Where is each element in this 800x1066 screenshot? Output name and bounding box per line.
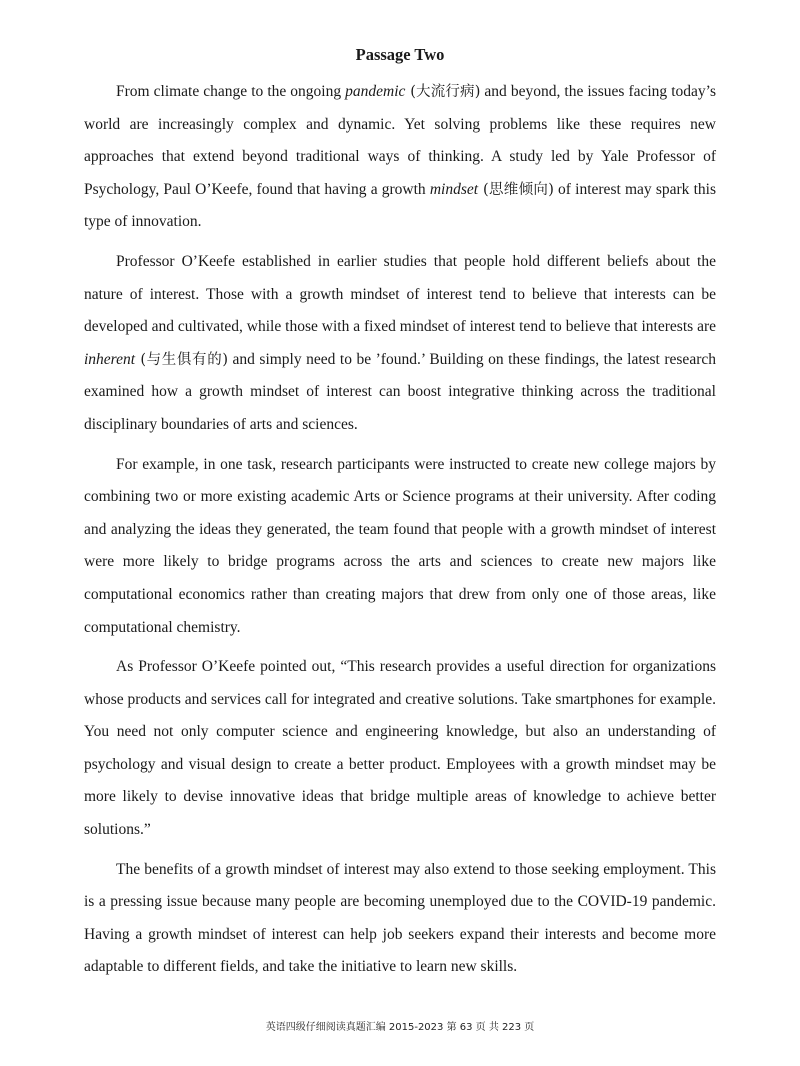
text-run: From climate change to the ongoing <box>116 83 346 100</box>
paragraph <box>84 246 716 442</box>
text-run: and simply need to be ’found.’ Building on these findings, the latest research examined how a growth mindset of interest can boost integrative thinking across the traditional disciplinary boundaries of arts and sciences. <box>84 350 716 433</box>
passage-body <box>84 76 716 991</box>
text-run: of interest may spark this type of innovation. <box>84 180 716 231</box>
passage-title: Passage Two <box>355 45 445 64</box>
chinese-gloss: (大流行病) <box>405 84 481 100</box>
paragraph <box>84 449 716 645</box>
paragraph <box>84 854 716 984</box>
paragraph <box>84 76 716 239</box>
text-run: As Professor O’Keefe pointed out, “This research provides a useful direction for organizations whose products and services call for integrated and creative solutions. Take smartphones for example. You need not only computer science and engineering knowledge, but also an understanding of psychology and visual design to create a better product. Employees with a growth mindset may be more likely to devise innovative ideas that bridge multiple areas of knowledge to achieve better solutions.” <box>84 658 716 839</box>
paragraph <box>84 651 716 847</box>
text-run: The benefits of a growth mindset of interest may also extend to those seeking employment. This is a pressing issue because many people are becoming unemployed due to the COVID-19 pandemic. Having a growth mindset of interest can help job seekers expand their interests and become more adaptable to different fields, and take the initiative to learn new skills. <box>84 860 716 976</box>
italic-term: pandemic <box>345 83 406 100</box>
chinese-gloss: (与生俱有的) <box>135 351 228 368</box>
text-run: For example, in one task, research participants were instructed to create new college majors by combining two or more existing academic Arts or Science programs at their university. After coding and analyzing the ideas they generated, the team found that people with a growth mindset of interest were more likely to bridge programs across the arts and sciences to create new majors like computational economics rather than creating majors that drew from only one of those areas, like computational chemistry. <box>84 455 716 636</box>
document-page <box>84 0 716 1066</box>
italic-term: inherent <box>84 350 136 368</box>
page-footer: 英语四级仔细阅读真题汇编 2015-2023 第 63 页 共 223 页 <box>265 1022 535 1033</box>
text-run: and beyond, the issues facing today’s world are increasingly complex and dynamic. Yet solving problems like these requires new approaches that extend beyond traditional ways of thinking. A study led by Yale Professor of Psychology, Paul O’Keefe, found that having a growth <box>84 83 716 198</box>
text-run: Professor O’Keefe established in earlier studies that people hold different beliefs about the nature of interest. Those with a growth mindset of interest tend to believe that interests can be developed and cultivated, while those with a fixed mindset of interest tend to believe that interests are <box>84 252 716 336</box>
italic-term: mindset <box>429 180 479 198</box>
chinese-gloss: (思维倾向) <box>478 181 554 198</box>
